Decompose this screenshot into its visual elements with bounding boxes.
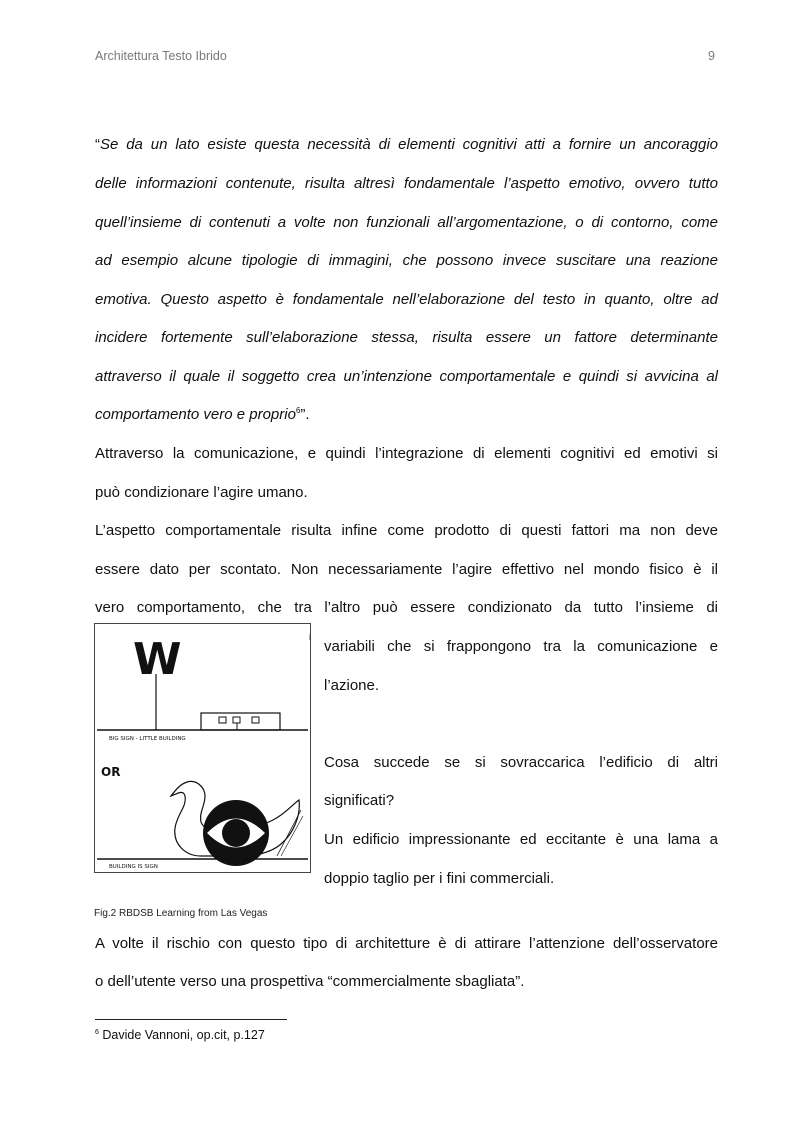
figure-caption: Fig.2 RBDSB Learning from Las Vegas: [94, 908, 268, 919]
body-line: può condizionare l’agire umano.: [95, 484, 308, 501]
footnote-ref: 6: [295, 406, 301, 415]
footnote-text: Davide Vannoni, op.cit, p.127: [102, 1028, 265, 1042]
quote-line-1: [95, 135, 718, 155]
sign-letter: W: [133, 634, 182, 685]
quote-line-4: ad esempio alcune tipologie di immagini, che possono invece suscitare una reazione: [95, 252, 718, 269]
body-line: l’azione.: [324, 677, 380, 694]
footnote-separator: [95, 1019, 287, 1020]
quote-text: Se da un lato esiste questa necessità di elementi cognitivi atti a fornire un ancoraggio: [100, 136, 718, 153]
label-big-sign-little-building: BIG SIGN - LITTLE BUILDING: [109, 736, 186, 742]
label-building-is-sign: BUILDING IS SIGN: [109, 864, 158, 870]
footnote: [95, 1028, 265, 1042]
big-sign-illustration: [133, 634, 182, 730]
quote-line-7: attraverso il quale il soggetto crea un’intenzione comportamentale e quindi si avvicina al: [95, 368, 718, 385]
quote-line-5: emotiva. Questo aspetto è fondamentale nell’elaborazione del testo in quanto, oltre ad: [95, 291, 718, 308]
body-line: essere dato per scontato. Non necessariamente l’agire effettivo nel mondo fisico è il: [95, 561, 718, 578]
body-line: vero comportamento, che tra l’altro può essere condizionato da tutto l’insieme di: [95, 599, 718, 616]
footnote-number: 6: [95, 1029, 99, 1036]
figure-duck-vs-decorated-shed: [94, 623, 311, 873]
body-line: L’aspetto comportamentale risulta infine come prodotto di questi fattori ma non deve: [95, 522, 718, 539]
stray-mark: i: [309, 632, 311, 642]
body-line: variabili che si frappongono tra la comunicazione e: [324, 638, 718, 655]
quote-line-8: [95, 405, 718, 425]
quote-line-6: incidere fortemente sull’elaborazione stessa, risulta essere un fattore determinante: [95, 329, 718, 346]
body-line: Un edificio impressionante ed eccitante è una lama a: [324, 831, 718, 848]
quote-text-end: comportamento vero e proprio: [95, 406, 296, 423]
running-header-title: Architettura Testo Ibrido: [95, 49, 227, 63]
body-line: significati?: [324, 792, 395, 809]
body-line: Attraverso la comunicazione, e quindi l’integrazione di elementi cognitivi ed emotivi si: [95, 445, 718, 462]
quote-line-3: quell’insieme di contenuti a volte non funzionali all’argomentazione, o di contorno, come: [95, 214, 718, 231]
open-quote: “: [95, 136, 100, 153]
figure-drawing: [95, 624, 310, 872]
little-building-illustration: [201, 713, 280, 730]
body-line: doppio taglio per i fini commerciali.: [324, 870, 555, 887]
quote-line-2: delle informazioni contenute, risulta altresì fondamentale l’aspetto emotivo, ovvero tutto: [95, 175, 718, 192]
page-number: 9: [708, 49, 715, 63]
close-quote: ”.: [300, 406, 310, 423]
eye-logo-icon: [203, 800, 269, 866]
body-line: A volte il rischio con questo tipo di architetture è di attirare l’attenzione dell’osservatore: [95, 935, 718, 952]
label-or: OR: [101, 765, 121, 779]
body-line: o dell’utente verso una prospettiva “commercialmente sbagliata”.: [95, 973, 525, 990]
body-line: Cosa succede se si sovraccarica l’edificio di altri: [324, 754, 718, 771]
